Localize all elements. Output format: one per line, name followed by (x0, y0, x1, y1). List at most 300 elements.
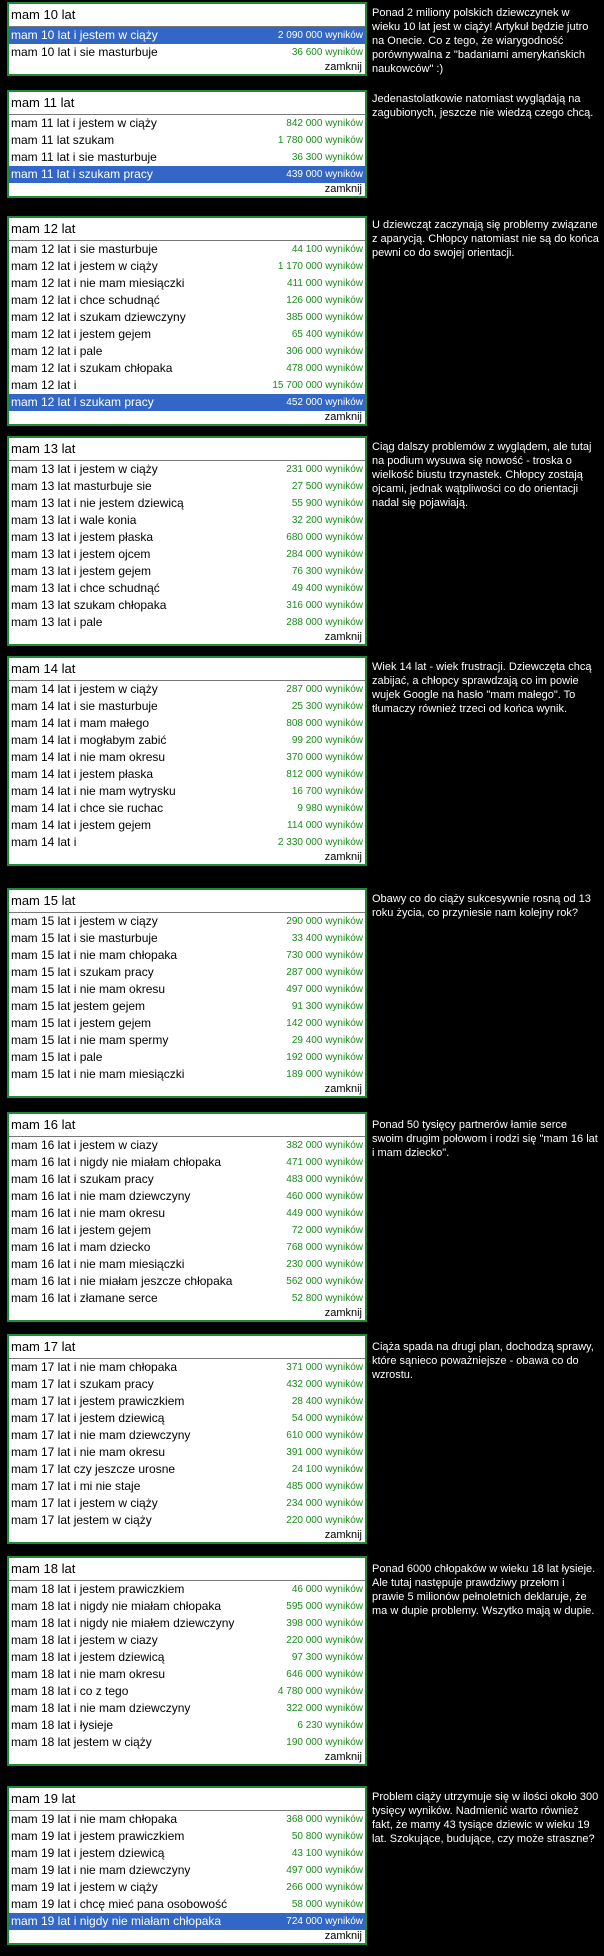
result-count (292, 732, 363, 749)
result-count-unit: wyników (325, 803, 363, 814)
result-count-unit: wyników (325, 837, 363, 848)
result-count-unit: wyników (325, 1635, 363, 1646)
suggestion-text: mam 19 lat i jestem prawiczkiem (11, 1829, 185, 1843)
suggestion-item[interactable] (9, 834, 365, 851)
result-count-unit: wyników (325, 684, 363, 695)
result-count (286, 394, 363, 411)
suggestion-item[interactable] (9, 749, 365, 766)
suggestion-item[interactable] (9, 1066, 365, 1083)
suggestion-item[interactable] (9, 132, 365, 149)
result-count (286, 1495, 363, 1512)
suggestion-item[interactable] (9, 1896, 365, 1913)
result-count-number: 316 000 (286, 600, 323, 611)
result-count-unit: wyników (325, 329, 363, 340)
result-count (286, 1862, 363, 1879)
result-count (286, 1137, 363, 1154)
suggestion-item[interactable] (9, 478, 365, 495)
result-count (286, 715, 363, 732)
suggestion-item[interactable] (9, 343, 365, 360)
autocomplete-panel (7, 888, 367, 1098)
suggestion-text: mam 13 lat i jestem gejem (11, 564, 152, 578)
suggestion-item[interactable] (9, 1015, 365, 1032)
suggestion-item[interactable] (9, 732, 365, 749)
suggestion-text: mam 15 lat i nie mam spermy (11, 1033, 169, 1047)
suggestion-item[interactable] (9, 1461, 365, 1478)
result-count (292, 1581, 363, 1598)
suggestion-item[interactable] (9, 913, 365, 930)
result-count (286, 529, 363, 546)
suggestion-text: mam 12 lat i szukam chłopaka (11, 361, 173, 375)
result-count-number: 44 100 (291, 244, 323, 255)
result-count (286, 546, 363, 563)
suggestion-text: mam 16 lat i jestem w ciazy (11, 1138, 158, 1152)
result-count-number: 398 000 (286, 1618, 323, 1629)
commentary-text: Ciąg dalszy problemów z wyglądem, ale tutaj na podium wysuwa się nowość - troska o wielkość biustu trzynastek. Chłopcy zostają ojcami, jednak wątpliwości co do orientacji nadal się pojawiają. (372, 441, 592, 509)
result-count (286, 461, 363, 478)
close-link[interactable]: zamknij (324, 1930, 362, 1942)
commentary-text: Ponad 2 miliony polskich dziewczynek w wieku 10 lat jest w ciąży! Artykuł będzie jutro na Onecie. Co z tego, że wiarygodność porównywalna z "badaniami amerykańskich naukowców" :) (372, 7, 589, 75)
suggestion-text: mam 12 lat i nie mam miesiączki (11, 276, 185, 290)
result-count-unit: wyników (325, 1498, 363, 1509)
suggestion-item[interactable] (9, 1222, 365, 1239)
result-count-number: 562 000 (286, 1276, 323, 1287)
suggestion-item[interactable] (9, 563, 365, 580)
suggestion-item[interactable] (9, 1683, 365, 1700)
suggestion-item[interactable] (9, 1717, 365, 1734)
result-count-number: 142 000 (286, 1018, 323, 1029)
result-count (278, 258, 363, 275)
search-input[interactable]: mam 19 lat (9, 1788, 365, 1811)
result-count (292, 495, 363, 512)
result-count-number: 471 000 (286, 1157, 323, 1168)
suggestion-item[interactable] (9, 1828, 365, 1845)
result-count-unit: wyników (325, 1669, 363, 1680)
result-count-unit: wyników (325, 786, 363, 797)
close-link[interactable]: zamknij (324, 1751, 362, 1763)
search-input[interactable]: mam 13 lat (9, 438, 365, 461)
result-count-unit: wyników (325, 1413, 363, 1424)
result-count (286, 1478, 363, 1495)
result-count-number: 266 000 (286, 1882, 323, 1893)
result-count (292, 563, 363, 580)
suggestion-text: mam 12 lat i sie masturbuje (11, 242, 158, 256)
search-input[interactable]: mam 10 lat (9, 4, 365, 27)
result-count-number: 646 000 (286, 1669, 323, 1680)
close-link[interactable]: zamknij (324, 61, 362, 73)
suggestion-item[interactable] (9, 27, 365, 44)
result-count-unit: wyników (325, 1899, 363, 1910)
suggestion-text: mam 18 lat i nigdy nie miałem dziewczyny (11, 1616, 235, 1630)
result-count-unit: wyników (325, 118, 363, 129)
suggestion-item[interactable] (9, 1427, 365, 1444)
result-count-unit: wyników (325, 1618, 363, 1629)
suggestion-text: mam 17 lat czy jeszcze urosne (11, 1462, 176, 1476)
result-count (292, 44, 363, 61)
result-count-number: 808 000 (286, 718, 323, 729)
suggestion-item[interactable] (9, 1049, 365, 1066)
close-link[interactable]: zamknij (324, 1307, 362, 1319)
result-count (292, 1461, 363, 1478)
result-count-unit: wyników (325, 1174, 363, 1185)
suggestion-item[interactable] (9, 614, 365, 631)
result-count (278, 27, 363, 44)
result-count (286, 1359, 363, 1376)
result-count-number: 231 000 (286, 464, 323, 475)
result-count (292, 1290, 363, 1307)
suggestion-text: mam 12 lat i jestem gejem (11, 327, 152, 341)
suggestion-item[interactable] (9, 698, 365, 715)
result-count-number: 595 000 (286, 1601, 323, 1612)
suggestion-item[interactable] (9, 1359, 365, 1376)
commentary-text: Ciąża spada na drugi plan, dochodzą sprawy, które sąnieco poważniejsze - obawa co do wzrostu. (372, 1341, 594, 1381)
result-count (286, 1598, 363, 1615)
suggestion-text: mam 19 lat i nie mam chłopaka (11, 1812, 178, 1826)
suggestion-text: mam 17 lat i mi nie staje (11, 1479, 141, 1493)
autocomplete-panel (7, 1786, 367, 1945)
suggestion-text: mam 11 lat i sie masturbuje (11, 150, 157, 164)
suggestion-item[interactable] (9, 981, 365, 998)
result-count-unit: wyników (325, 752, 363, 763)
suggestion-text: mam 13 lat i chce schudnąć (11, 581, 160, 595)
result-count (286, 115, 363, 132)
result-count (286, 681, 363, 698)
result-count-number: 55 900 (291, 498, 323, 509)
close-link[interactable]: zamknij (324, 631, 362, 643)
result-count-unit: wyników (325, 1259, 363, 1270)
close-link[interactable]: zamknij (324, 1083, 362, 1095)
result-count-number: 9 980 (297, 803, 323, 814)
suggestion-item[interactable] (9, 1393, 365, 1410)
suggestion-text: mam 18 lat i jestem w ciazy (11, 1633, 158, 1647)
result-count-number: 497 000 (286, 984, 323, 995)
result-count-unit: wyników (325, 1225, 363, 1236)
suggestion-text: mam 14 lat i jestem w ciąży (11, 682, 158, 696)
result-count-number: 52 800 (291, 1293, 323, 1304)
suggestion-item[interactable] (9, 681, 365, 698)
result-count (297, 800, 363, 817)
result-count-unit: wyników (325, 718, 363, 729)
result-count-number: 439 000 (286, 169, 323, 180)
suggestion-item[interactable] (9, 800, 365, 817)
result-count (286, 766, 363, 783)
result-count (292, 998, 363, 1015)
result-count-number: 1 780 000 (277, 135, 323, 146)
result-count-number: 190 000 (286, 1737, 323, 1748)
result-count (286, 343, 363, 360)
commentary-text: Problem ciąży utrzymuje się w ilości około 300 tysięcy wyników. Nadmienić warto również fakt, że mamy 43 tysiące dziewic w wieku 19 lat. Szokujące, budujące, czy może straszne? (372, 1791, 599, 1845)
suggestion-item[interactable] (9, 1879, 365, 1896)
suggestion-item[interactable] (9, 1256, 365, 1273)
suggestion-text: mam 12 lat i (11, 378, 77, 392)
suggestion-text: mam 12 lat i chce schudnąć (11, 293, 160, 307)
result-count (286, 1239, 363, 1256)
result-count-number: 58 000 (291, 1899, 323, 1910)
result-count (286, 360, 363, 377)
result-count-number: 49 400 (291, 583, 323, 594)
close-link[interactable]: zamknij (324, 851, 362, 863)
suggestion-text: mam 17 lat i jestem prawiczkiem (11, 1394, 185, 1408)
suggestion-item[interactable] (9, 1862, 365, 1879)
suggestion-text: mam 14 lat i nie mam okresu (11, 750, 166, 764)
search-input[interactable]: mam 18 lat (9, 1558, 365, 1581)
suggestion-item[interactable] (9, 326, 365, 343)
suggestion-item[interactable] (9, 309, 365, 326)
result-count-unit: wyników (325, 481, 363, 492)
result-count (286, 292, 363, 309)
suggestion-text: mam 15 lat jestem gejem (11, 999, 146, 1013)
result-count-unit: wyników (325, 916, 363, 927)
result-count-unit: wyników (325, 1814, 363, 1825)
result-count-number: 28 400 (291, 1396, 323, 1407)
suggestion-item[interactable] (9, 1666, 365, 1683)
suggestion-item[interactable] (9, 597, 365, 614)
result-count-unit: wyników (325, 1052, 363, 1063)
result-count-number: 290 000 (286, 916, 323, 927)
suggestion-text: mam 10 lat i sie masturbuje (11, 45, 158, 59)
result-count-number: 483 000 (286, 1174, 323, 1185)
suggestion-item[interactable] (9, 1239, 365, 1256)
result-count (286, 1154, 363, 1171)
suggestion-item[interactable] (9, 1811, 365, 1828)
suggestion-item[interactable] (9, 241, 365, 258)
suggestion-item[interactable] (9, 1444, 365, 1461)
result-count-number: 411 000 (287, 278, 323, 289)
suggestion-item[interactable] (9, 115, 365, 132)
suggestion-text: mam 15 lat i nie mam chłopaka (11, 948, 178, 962)
result-count (286, 1256, 363, 1273)
search-input[interactable]: mam 11 lat (9, 92, 365, 115)
suggestion-item[interactable] (9, 1376, 365, 1393)
suggestion-item[interactable] (9, 394, 365, 411)
commentary-text: Ponad 6000 chłopaków w wieku 18 lat łysieje. Ale tutaj następuje prawdziwy przełom i prawie 5 milionów pełnoletnich deklaruje, że ma w dupie problemy. Wszytko mają w dupie. (372, 1563, 596, 1617)
suggestion-item[interactable] (9, 44, 365, 61)
result-count-number: 15 700 000 (272, 380, 323, 391)
result-count-unit: wyników (325, 566, 363, 577)
result-count-number: 287 000 (286, 684, 323, 695)
suggestion-item[interactable] (9, 1649, 365, 1666)
result-count (292, 580, 363, 597)
suggestion-text: mam 16 lat i nigdy nie miałam chłopaka (11, 1155, 222, 1169)
result-count-number: 1 170 000 (277, 261, 323, 272)
result-count-unit: wyników (325, 583, 363, 594)
suggestion-text: mam 13 lat i jestem płaska (11, 530, 154, 544)
result-count-unit: wyników (325, 1848, 363, 1859)
suggestion-item[interactable] (9, 1154, 365, 1171)
suggestion-item[interactable] (9, 1410, 365, 1427)
suggestion-item[interactable] (9, 275, 365, 292)
result-count (278, 834, 363, 851)
result-count-unit: wyników (325, 1584, 363, 1595)
suggestion-item[interactable] (9, 360, 365, 377)
result-count (286, 1512, 363, 1529)
suggestion-item[interactable] (9, 1913, 365, 1930)
suggestion-text: mam 18 lat i nie mam okresu (11, 1667, 166, 1681)
result-count (292, 1845, 363, 1862)
result-count (286, 964, 363, 981)
result-count-number: 724 000 (286, 1916, 323, 1927)
suggestion-item[interactable] (9, 1478, 365, 1495)
suggestion-text: mam 18 lat i co z tego (11, 1684, 129, 1698)
result-count (272, 377, 363, 394)
result-count-unit: wyników (325, 1069, 363, 1080)
suggestion-item[interactable] (9, 1188, 365, 1205)
suggestion-text: mam 13 lat i jestem ojcem (11, 547, 151, 561)
result-count-number: 452 000 (286, 397, 323, 408)
suggestion-item[interactable] (9, 1734, 365, 1751)
suggestion-item[interactable] (9, 166, 365, 183)
result-count-unit: wyników (325, 1916, 363, 1927)
suggestion-text: mam 19 lat i jestem dziewicą (11, 1846, 165, 1860)
result-count (286, 1188, 363, 1205)
result-count-number: 46 000 (291, 1584, 323, 1595)
result-count (286, 1205, 363, 1222)
search-input[interactable]: mam 16 lat (9, 1114, 365, 1137)
result-count (287, 275, 363, 292)
suggestion-item[interactable] (9, 1632, 365, 1649)
suggestion-item[interactable] (9, 461, 365, 478)
result-count (292, 698, 363, 715)
result-count-unit: wyników (325, 1737, 363, 1748)
suggestion-item[interactable] (9, 766, 365, 783)
suggestion-item[interactable] (9, 1495, 365, 1512)
result-count-number: 288 000 (286, 617, 323, 628)
suggestion-item[interactable] (9, 930, 365, 947)
suggestion-item[interactable] (9, 149, 365, 166)
suggestion-item[interactable] (9, 1205, 365, 1222)
search-input[interactable]: mam 17 lat (9, 1336, 365, 1359)
suggestion-item[interactable] (9, 998, 365, 1015)
result-count (286, 166, 363, 183)
suggestion-item[interactable] (9, 1615, 365, 1632)
suggestion-item[interactable] (9, 1700, 365, 1717)
suggestion-text: mam 16 lat i nie mam dziewczyny (11, 1189, 191, 1203)
result-count-unit: wyników (325, 933, 363, 944)
suggestion-item[interactable] (9, 292, 365, 309)
result-count-unit: wyników (325, 600, 363, 611)
commentary-text: Wiek 14 lat - wiek frustracji. Dziewczęta chcą zabijać, a chłopcy sprawdzają co im powie wujek Google na hasło "mam małego". To tłumaczy również trzeci od końca wynik. (372, 661, 592, 715)
suggestion-text: mam 15 lat i sie masturbuje (11, 931, 158, 945)
result-count (278, 132, 363, 149)
suggestion-item[interactable] (9, 817, 365, 834)
result-count (292, 478, 363, 495)
suggestion-item[interactable] (9, 546, 365, 563)
suggestion-text: mam 15 lat i nie mam miesiączki (11, 1067, 185, 1081)
suggestion-text: mam 14 lat i chce sie ruchac (11, 801, 164, 815)
result-count-number: 25 300 (291, 701, 323, 712)
suggestion-text: mam 12 lat i szukam dziewczyny (11, 310, 186, 324)
result-count (286, 1632, 363, 1649)
result-count (287, 817, 363, 834)
suggestion-item[interactable] (9, 1512, 365, 1529)
result-count-unit: wyników (325, 380, 363, 391)
result-count-number: 382 000 (286, 1140, 323, 1151)
suggestion-item[interactable] (9, 964, 365, 981)
result-count-unit: wyników (325, 1686, 363, 1697)
result-count (286, 1615, 363, 1632)
suggestion-item[interactable] (9, 1032, 365, 1049)
autocomplete-panel (7, 1112, 367, 1322)
suggestion-text: mam 11 lat i jestem w ciąży (11, 116, 157, 130)
close-link[interactable]: zamknij (324, 1529, 362, 1541)
suggestion-item[interactable] (9, 1273, 365, 1290)
autocomplete-panel (7, 656, 367, 866)
autocomplete-panel (7, 216, 367, 426)
suggestion-item[interactable] (9, 1845, 365, 1862)
result-count-number: 391 000 (286, 1447, 323, 1458)
suggestion-text: mam 13 lat i wale konia (11, 513, 137, 527)
result-count-unit: wyników (325, 1882, 363, 1893)
search-input[interactable]: mam 15 lat (9, 890, 365, 913)
result-count (286, 1376, 363, 1393)
result-count-unit: wyników (325, 735, 363, 746)
suggestion-item[interactable] (9, 580, 365, 597)
suggestion-item[interactable] (9, 715, 365, 732)
suggestion-text: mam 15 lat i pale (11, 1050, 103, 1064)
result-count-unit: wyników (325, 1242, 363, 1253)
result-count (286, 309, 363, 326)
suggestion-item[interactable] (9, 1290, 365, 1307)
suggestion-text: mam 17 lat i nie mam okresu (11, 1445, 166, 1459)
result-count (292, 1032, 363, 1049)
result-count (286, 1171, 363, 1188)
result-count-unit: wyników (325, 135, 363, 146)
commentary-text: Ponad 50 tysięcy partnerów łamie serce swoim drugim połowom i rodzi się "mam 16 lat i mam dziecko". (372, 1119, 598, 1159)
result-count (286, 1427, 363, 1444)
suggestion-text: mam 18 lat i jestem dziewicą (11, 1650, 165, 1664)
suggestion-item[interactable] (9, 783, 365, 800)
result-count (286, 913, 363, 930)
suggestion-text: mam 18 lat jestem w ciąży (11, 1735, 152, 1749)
close-link[interactable]: zamknij (324, 183, 362, 195)
search-input[interactable]: mam 14 lat (9, 658, 365, 681)
result-count-number: 220 000 (286, 1515, 323, 1526)
suggestion-item[interactable] (9, 258, 365, 275)
suggestion-item[interactable] (9, 512, 365, 529)
result-count-number: 2 330 000 (277, 837, 323, 848)
suggestion-text: mam 13 lat masturbuje sie (11, 479, 152, 493)
suggestion-item[interactable] (9, 1581, 365, 1598)
result-count-number: 29 400 (291, 1035, 323, 1046)
close-link[interactable]: zamknij (324, 411, 362, 423)
result-count-unit: wyników (325, 1481, 363, 1492)
suggestion-item[interactable] (9, 495, 365, 512)
suggestion-item[interactable] (9, 529, 365, 546)
suggestion-text: mam 19 lat i nigdy nie miałam chłopaka (11, 1914, 222, 1928)
suggestion-text: mam 14 lat i jestem płaska (11, 767, 154, 781)
result-count-number: 97 300 (291, 1652, 323, 1663)
result-count-unit: wyników (325, 1447, 363, 1458)
result-count (286, 1811, 363, 1828)
result-count-number: 36 300 (291, 152, 323, 163)
result-count (286, 1913, 363, 1930)
suggestion-text: mam 13 lat i nie jestem dziewicą (11, 496, 184, 510)
suggestion-item[interactable] (9, 1171, 365, 1188)
suggestion-item[interactable] (9, 1598, 365, 1615)
result-count (286, 1700, 363, 1717)
suggestion-item[interactable] (9, 377, 365, 394)
suggestion-text: mam 17 lat i nie mam dziewczyny (11, 1428, 191, 1442)
result-count-unit: wyników (325, 820, 363, 831)
search-input[interactable]: mam 12 lat (9, 218, 365, 241)
suggestion-item[interactable] (9, 947, 365, 964)
result-count-unit: wyników (325, 1720, 363, 1731)
result-count (292, 241, 363, 258)
suggestion-text: mam 14 lat i (11, 835, 77, 849)
result-count-unit: wyników (325, 295, 363, 306)
result-count (286, 981, 363, 998)
result-count-unit: wyników (325, 1652, 363, 1663)
suggestion-item[interactable] (9, 1137, 365, 1154)
